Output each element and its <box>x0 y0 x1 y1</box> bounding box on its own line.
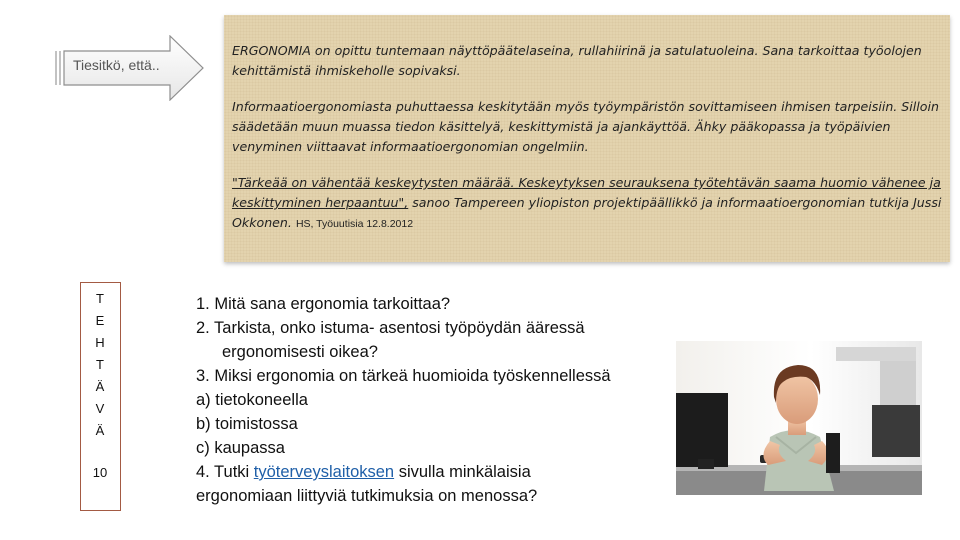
quote-underlined: "Tärkeää on vähentää keskeytysten määrää. Keskeytyksen seurauksena työtehtävän saama huomio vähenee ja keskittyminen herpaantuu", <box>232 175 941 210</box>
task-label-box <box>80 282 121 511</box>
info-paragraph-information-ergonomics: Informaatioergonomiasta puhuttaessa keskitytään myös työympäristön sovittamiseen ihmisen tarpeisiin. Silloin säädetään muun muassa tiedon käsittelyä, keskittymistä ja ajankäyttöä. Ähky pääkopassa ja työpäivien venyminen viittaavat informaatioergonomian ongelmiin. <box>232 99 939 154</box>
quote-rest: sanoo Tampereen yliopiston projektipäällikkö ja informaatioergonomian tutkija Jussi Okkonen. <box>232 195 942 230</box>
task-letter: E <box>95 313 105 328</box>
question-4 <box>196 460 611 484</box>
task-letter: T <box>96 291 104 306</box>
task-letter: Ä <box>95 379 105 394</box>
question-3-option-a: a) tietokoneella <box>196 391 308 409</box>
info-quote <box>232 173 942 234</box>
question-2: 2. Tarkista, onko istuma- asentosi työpöydän ääressä <box>196 319 585 337</box>
task-letter: Ä <box>95 423 105 438</box>
callout-label: Tiesitkö, että.. <box>73 57 160 73</box>
question-3-option-b: b) toimistossa <box>196 415 298 433</box>
info-panel <box>224 15 950 262</box>
question-4-prefix: 4. Tutki <box>196 463 254 481</box>
photo-illustration <box>676 341 922 495</box>
question-1: 1. Mitä sana ergonomia tarkoittaa? <box>196 295 451 313</box>
tyoterveyslaitos-link[interactable]: työterveyslaitoksen <box>253 463 395 481</box>
did-you-know-callout <box>55 35 205 101</box>
task-letter: V <box>95 401 105 416</box>
question-3-option-c: c) kaupassa <box>196 439 285 457</box>
info-paragraph-ergonomics: ERGONOMIA on opittu tuntemaan näyttöpäätelaseina, rullahiirinä ja satulatuoleina. Sana tarkoittaa työolojen kehittämistä ihmiskeholle sopivaksi. <box>232 43 922 78</box>
question-4-continued: ergonomiaan liittyviä tutkimuksia on menossa? <box>196 487 538 505</box>
question-3: 3. Miksi ergonomia on tärkeä huomioida työskennellessä <box>196 367 611 385</box>
question-2-continued: ergonomisesti oikea? <box>222 343 378 361</box>
woman-at-computer-photo <box>676 341 922 495</box>
question-4-suffix: sivulla minkälaisia <box>394 463 531 481</box>
task-letter: H <box>95 335 105 350</box>
task-letter: T <box>96 357 104 372</box>
question-list <box>196 292 611 508</box>
quote-source: HS, Työuutisia 12.8.2012 <box>295 218 414 230</box>
task-number: 10 <box>92 465 108 480</box>
